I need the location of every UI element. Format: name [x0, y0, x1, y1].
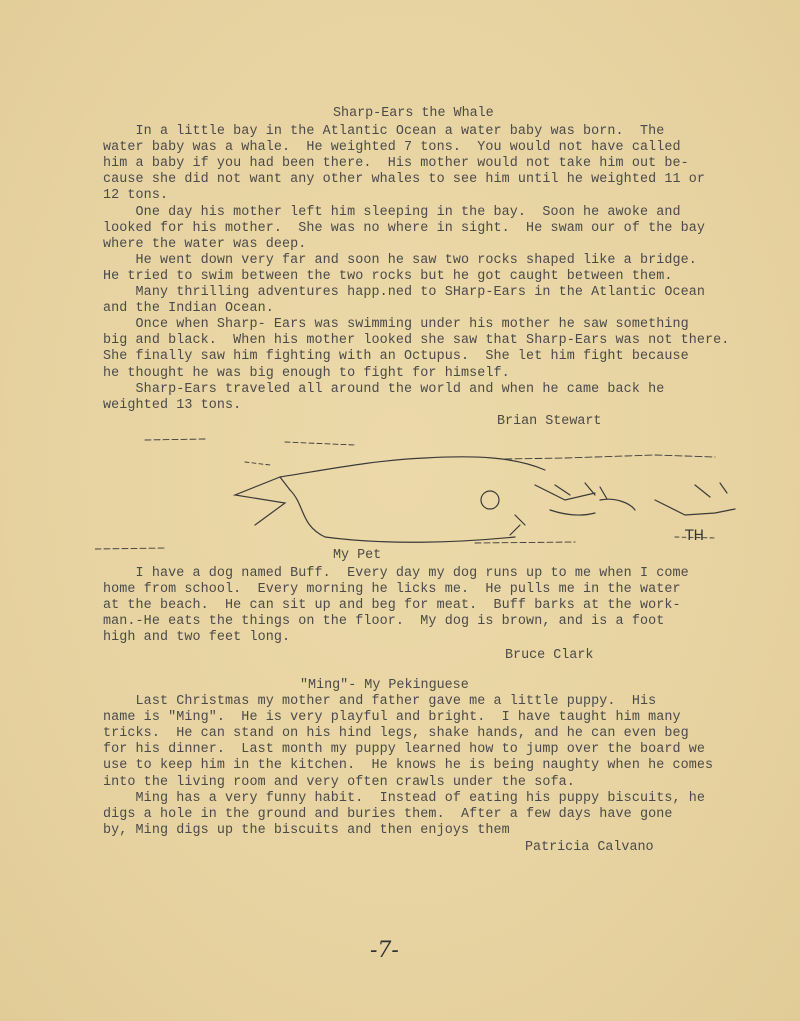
story1-line: he thought he was big enough to fight for himself.: [103, 365, 510, 381]
story3-line: name is "Ming". He is very playful and bright. I have taught him many: [103, 710, 681, 726]
story1-line: and the Indian Ocean.: [103, 301, 274, 317]
story1-line: 12 tons.: [103, 188, 169, 204]
story1-line: She finally saw him fighting with an Octupus. She let him fight because: [103, 349, 689, 365]
story1-line: In a little bay in the Atlantic Ocean a water baby was born. The: [103, 124, 665, 139]
story1-line: where the water was deep.: [103, 236, 307, 252]
story3-line: Last Christmas my mother and father gave me a little puppy. His: [103, 694, 657, 709]
story2-line: at the beach. He can sit up and beg for meat. Buff barks at the work-: [103, 598, 681, 614]
story1-line: cause she did not want any other whales to see him until he weighted 11 or: [103, 172, 706, 188]
story2-author: Bruce Clark: [505, 648, 594, 663]
story3-line: Ming has a very funny habit. Instead of eating his puppy biscuits, he: [103, 790, 706, 806]
story1-line: One day his mother left him sleeping in the bay. Soon he awoke and: [103, 204, 681, 220]
story3-line: into the living room and very often crawls under the sofa.: [103, 774, 575, 790]
story1-line: Sharp-Ears traveled all around the world and when he came back he: [103, 381, 665, 397]
story1-line: him a baby if you had been there. His mother would not take him out be-: [103, 156, 689, 172]
story3-author: Patricia Calvano: [525, 840, 654, 855]
story2-line: man.-He eats the things on the floor. My dog is brown, and is a foot: [103, 614, 665, 630]
story1-line: Once when Sharp- Ears was swimming under his mother he saw something: [103, 317, 689, 333]
whale-drawing: [95, 425, 755, 565]
story2-title: My Pet: [333, 548, 382, 563]
story1-line: water baby was a whale. He weighted 7 tons. You would not have called: [103, 140, 681, 156]
story1-line: He tried to swim between the two rocks but he got caught between them.: [103, 268, 673, 284]
story1-title: Sharp-Ears the Whale: [333, 106, 494, 121]
drawing-initials: TH: [685, 528, 705, 544]
story1-line: weighted 13 tons.: [103, 397, 242, 413]
story1-line: looked for his mother. She was no where in sight. He swam our of the bay: [103, 220, 706, 236]
story2-line: home from school. Every morning he licks me. He pulls me in the water: [103, 582, 681, 598]
page-number: -7-: [370, 938, 399, 963]
story1-line: He went down very far and soon he saw two rocks shaped like a bridge.: [103, 252, 697, 268]
story3-line: by, Ming digs up the biscuits and then enjoys them: [103, 822, 510, 838]
story3-line: for his dinner. Last month my puppy learned how to jump over the board we: [103, 742, 706, 758]
story3-line: digs a hole in the ground and buries them. After a few days have gone: [103, 806, 673, 822]
story1-line: big and black. When his mother looked she saw that Sharp-Ears was not there.: [103, 333, 730, 349]
story2-line: I have a dog named Buff. Every day my dog runs up to me when I come: [103, 566, 689, 581]
story3-title: "Ming"- My Pekinguese: [300, 678, 469, 693]
story2-line: high and two feet long.: [103, 630, 291, 646]
story3-line: tricks. He can stand on his hind legs, shake hands, and he can even beg: [103, 726, 689, 742]
story1-line: Many thrilling adventures happ.ned to SHarp-Ears in the Atlantic Ocean: [103, 285, 706, 300]
story3-line: use to keep him in the kitchen. He knows he is being naughty when he comes: [103, 758, 714, 774]
story1-author: Brian Stewart: [497, 414, 602, 429]
